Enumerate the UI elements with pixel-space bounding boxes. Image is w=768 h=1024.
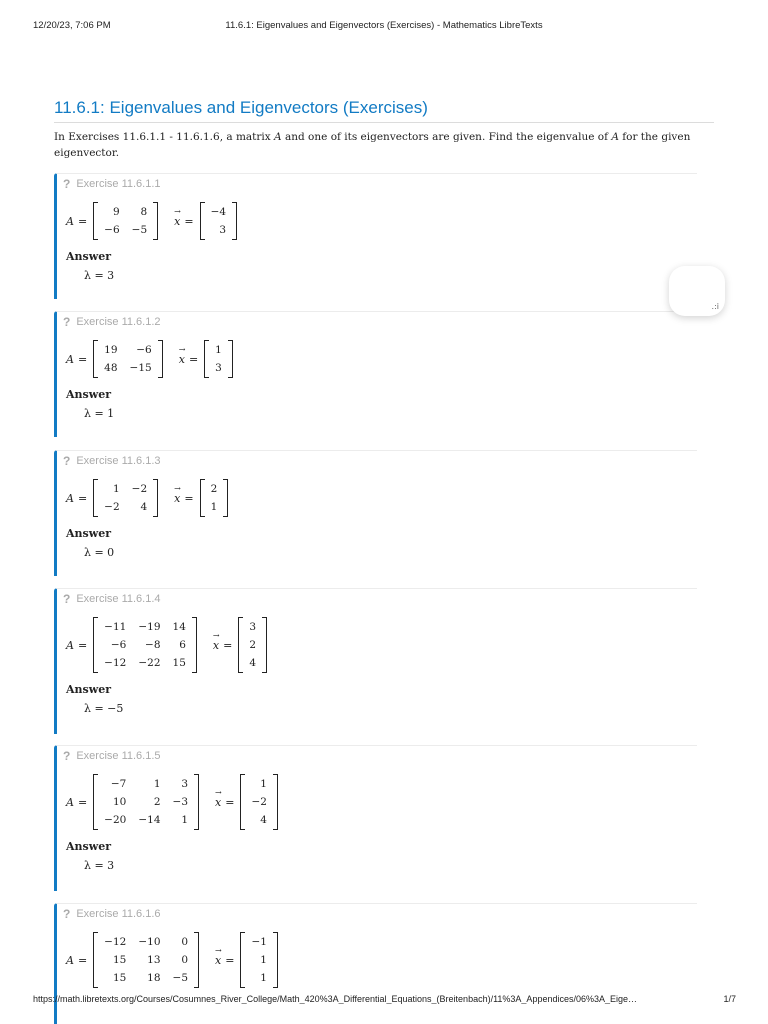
matrix-row: [98, 618, 192, 636]
vector: [200, 479, 229, 517]
resize-grip-icon: .:i: [711, 302, 719, 311]
matrix: [93, 479, 158, 517]
exercise-body: [57, 774, 697, 872]
vector-variable: [215, 945, 222, 967]
exercise-header[interactable]: [57, 589, 697, 609]
exercise-body: [57, 932, 697, 988]
question-mark-icon: ?: [63, 592, 71, 606]
matrix-cell: −3: [172, 796, 188, 808]
matrix-cell: 15: [112, 954, 127, 966]
matrix-cell: 1: [153, 778, 161, 790]
question-mark-icon: ?: [63, 177, 71, 191]
matrix-cell: 0: [181, 954, 188, 966]
exercise-header[interactable]: [57, 451, 697, 471]
vector-row: [245, 811, 272, 829]
equals-sign: =: [77, 214, 88, 228]
exercise-title: Exercise 11.6.1.2: [76, 316, 161, 328]
math-expression: [66, 479, 697, 517]
matrix: [93, 340, 163, 378]
exercise-header[interactable]: [57, 746, 697, 766]
vector-cell: 1: [260, 778, 267, 790]
question-mark-icon: ?: [63, 454, 71, 468]
vector-letter: x: [215, 953, 222, 967]
vector-cell: 3: [219, 224, 227, 236]
matrix-variable: A: [66, 795, 74, 809]
vector: [240, 932, 277, 988]
matrix-cell: 14: [172, 621, 186, 633]
equals-sign: =: [188, 352, 199, 366]
matrix-cell: 13: [147, 954, 161, 966]
exercise-box: [54, 745, 697, 891]
matrix-cell: 15: [112, 972, 127, 984]
print-url: https://math.libretexts.org/Courses/Cosumnes_River_College/Math_420%3A_Differential_Equations_(Breitenbach)/11%3A_Appendices/06%3A_Eige…: [33, 994, 638, 1004]
vector-cell: 1: [215, 344, 222, 356]
vector: [204, 340, 233, 378]
vector-row: [205, 221, 232, 239]
matrix-cell: 1: [181, 814, 188, 826]
question-mark-icon: ?: [63, 907, 71, 921]
vector-row: [245, 933, 272, 951]
matrix-row: [98, 951, 194, 969]
matrix-row: [98, 933, 194, 951]
vector-row: [245, 969, 272, 987]
equals-sign: =: [225, 795, 235, 809]
vector-cell: 4: [249, 657, 257, 669]
intro-text-3: for the given eigenvector.: [54, 131, 691, 159]
equals-sign: =: [77, 795, 88, 809]
matrix-cell: −20: [104, 814, 127, 826]
intro-text-1: In Exercises 11.6.1.1 - 11.6.1.6, a matrix: [54, 131, 275, 143]
vector-row: [245, 951, 272, 969]
matrix-row: [98, 969, 194, 987]
matrix-variable: A: [66, 953, 74, 967]
matrix-row: [98, 793, 194, 811]
intro-text-2: and one of its eigenvectors are given. Find the eigenvalue of: [281, 131, 612, 143]
matrix-variable: A: [66, 214, 74, 228]
matrix: [93, 202, 158, 240]
vector-arrow-icon: →: [178, 344, 186, 354]
vector-cell: 3: [249, 621, 257, 633]
vector-letter: x: [215, 795, 222, 809]
matrix-variable: A: [66, 491, 74, 505]
vector-arrow-icon: →: [215, 945, 222, 955]
vector: [200, 202, 237, 240]
matrix-row: [98, 221, 153, 239]
vector-row: [205, 203, 232, 221]
vector-cell: 1: [210, 501, 218, 513]
matrix-cell: −2: [131, 483, 148, 495]
equals-sign: =: [77, 491, 88, 505]
matrix-cell: −2: [104, 501, 120, 513]
vector-letter: x: [174, 214, 181, 228]
matrix-cell: 1: [112, 483, 120, 495]
answer-value: λ = 0: [84, 546, 115, 559]
vector-variable: [215, 787, 222, 809]
question-mark-icon: ?: [63, 749, 71, 763]
matrix-cell: −14: [138, 814, 161, 826]
page-title: 11.6.1: Eigenvalues and Eigenvectors (Exercises): [54, 98, 714, 123]
question-mark-icon: ?: [63, 315, 71, 329]
answer-value: λ = −5: [84, 702, 124, 715]
exercise-box: [54, 173, 697, 299]
matrix-cell: −6: [136, 344, 152, 356]
vector-row: [245, 793, 272, 811]
exercise-box: [54, 311, 697, 437]
matrix-cell: −7: [110, 778, 127, 790]
vector-cell: 2: [249, 639, 257, 651]
vector-row: [205, 498, 224, 516]
matrix-cell: −12: [104, 657, 127, 669]
matrix-cell: −12: [104, 936, 127, 948]
matrix-variable: A: [66, 352, 74, 366]
vector-row: [205, 480, 224, 498]
matrix-cell: 4: [140, 501, 148, 513]
vector-row: [243, 618, 262, 636]
exercise-title: Exercise 11.6.1.6: [76, 908, 161, 920]
answer-toggle[interactable]: Answer: [66, 250, 111, 263]
matrix-variable: A: [66, 638, 74, 652]
answer-toggle[interactable]: Answer: [66, 388, 111, 401]
equals-sign: =: [184, 214, 194, 228]
vector-cell: 1: [260, 972, 267, 984]
vector-row: [243, 654, 262, 672]
main-content: [54, 98, 714, 161]
answer-toggle[interactable]: Answer: [66, 527, 111, 540]
matrix-cell: 3: [181, 778, 188, 790]
vector-cell: −1: [251, 936, 267, 948]
matrix: [93, 617, 197, 673]
matrix-cell: 2: [153, 796, 161, 808]
print-datetime: 12/20/23, 7:06 PM: [33, 20, 111, 31]
vector-variable: [212, 630, 220, 652]
matrix-cell: −6: [110, 639, 127, 651]
vector-cell: 1: [260, 954, 267, 966]
vector-arrow-icon: →: [174, 483, 181, 493]
matrix-cell: −10: [138, 936, 161, 948]
matrix: [93, 774, 199, 830]
intro-var-a2: A: [611, 131, 619, 143]
exercise-box: [54, 450, 697, 576]
exercise-header[interactable]: [57, 174, 697, 194]
vector-cell: 3: [215, 362, 222, 374]
matrix-cell: −22: [138, 657, 161, 669]
matrix-row: [98, 636, 192, 654]
matrix-cell: 15: [172, 657, 186, 669]
vector-row: [209, 341, 228, 359]
exercise-header[interactable]: [57, 312, 697, 332]
matrix: [93, 932, 199, 988]
floating-widget-button[interactable]: [669, 266, 725, 316]
matrix-cell: 48: [104, 362, 118, 374]
matrix-cell: 10: [112, 796, 127, 808]
math-expression: [66, 202, 697, 240]
matrix-row: [98, 480, 153, 498]
vector-variable: [174, 206, 181, 228]
print-footer: [0, 994, 768, 1024]
exercise-title: Exercise 11.6.1.1: [76, 178, 161, 190]
matrix-cell: −15: [129, 362, 152, 374]
vector-variable: [178, 344, 186, 366]
exercise-box: [54, 588, 697, 734]
vector: [238, 617, 267, 673]
matrix-row: [98, 811, 194, 829]
vector-row: [209, 359, 228, 377]
answer-value: λ = 3: [84, 859, 115, 872]
matrix-cell: 6: [179, 639, 186, 651]
exercise-title: Exercise 11.6.1.5: [76, 750, 161, 762]
equals-sign: =: [77, 638, 88, 652]
matrix-cell: −5: [131, 224, 148, 236]
vector-row: [245, 775, 272, 793]
matrix-row: [98, 341, 158, 359]
vector-arrow-icon: →: [212, 630, 220, 640]
matrix-cell: 18: [147, 972, 161, 984]
equals-sign: =: [225, 953, 235, 967]
matrix-cell: 9: [112, 206, 120, 218]
print-page-number: 1/7: [723, 994, 736, 1004]
vector-cell: 2: [210, 483, 218, 495]
matrix-cell: 0: [181, 936, 188, 948]
answer-toggle[interactable]: Answer: [66, 840, 111, 853]
math-expression: [66, 617, 697, 673]
matrix-row: [98, 498, 153, 516]
matrix-row: [98, 775, 194, 793]
matrix-cell: −11: [104, 621, 127, 633]
matrix-row: [98, 203, 153, 221]
vector-arrow-icon: →: [174, 206, 181, 216]
exercise-body: [57, 340, 697, 420]
equals-sign: =: [77, 953, 88, 967]
exercise-body: [57, 202, 697, 282]
vector-letter: x: [178, 352, 185, 366]
answer-value: λ = 3: [84, 269, 115, 282]
print-doc-title: 11.6.1: Eigenvalues and Eigenvectors (Exercises) - Mathematics LibreTexts: [225, 20, 543, 31]
matrix-cell: −8: [145, 639, 161, 651]
vector-cell: 4: [260, 814, 267, 826]
exercise-body: [57, 617, 697, 715]
exercise-title: Exercise 11.6.1.4: [76, 593, 161, 605]
math-expression: [66, 340, 697, 378]
vector-variable: [174, 483, 181, 505]
matrix-cell: −6: [104, 224, 120, 236]
intro-paragraph: [54, 129, 714, 161]
vector-row: [243, 636, 262, 654]
matrix-cell: 19: [104, 344, 118, 356]
answer-value: λ = 1: [84, 407, 115, 420]
equals-sign: =: [223, 638, 233, 652]
intro-var-a: A: [274, 131, 282, 143]
matrix-cell: −5: [172, 972, 188, 984]
equals-sign: =: [77, 352, 88, 366]
equals-sign: =: [184, 491, 194, 505]
exercise-title: Exercise 11.6.1.3: [76, 455, 161, 467]
matrix-row: [98, 359, 158, 377]
vector-cell: −4: [210, 206, 227, 218]
vector: [240, 774, 277, 830]
matrix-cell: 8: [140, 206, 148, 218]
vector-letter: x: [212, 638, 220, 652]
math-expression: [66, 932, 697, 988]
math-expression: [66, 774, 697, 830]
exercise-header[interactable]: [57, 904, 697, 924]
exercise-body: [57, 479, 697, 559]
print-header: [0, 0, 768, 40]
vector-arrow-icon: →: [215, 787, 222, 797]
vector-cell: −2: [251, 796, 267, 808]
vector-letter: x: [174, 491, 181, 505]
matrix-row: [98, 654, 192, 672]
answer-toggle[interactable]: Answer: [66, 683, 111, 696]
matrix-cell: −19: [138, 621, 161, 633]
